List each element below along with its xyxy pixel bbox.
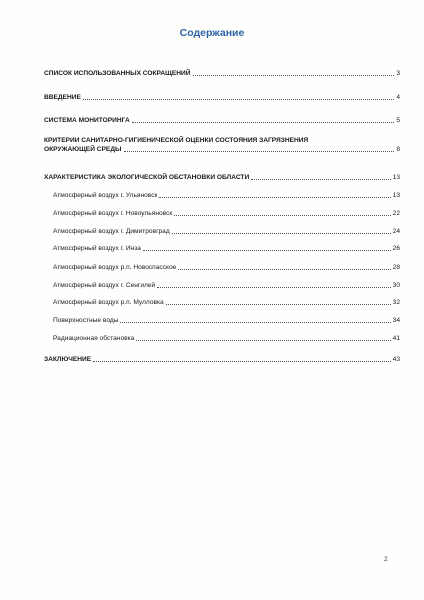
toc-leader-dots xyxy=(157,287,390,288)
toc-entry-label-line2: ОКРУЖАЮЩЕЙ СРЕДЫ xyxy=(44,146,122,153)
toc-leader-dots xyxy=(83,99,394,100)
toc-entry-label: Атмосферный воздух г. Ульяновск xyxy=(53,192,158,199)
toc-entry-page: 41 xyxy=(392,335,400,342)
toc-subentry-surface-water[interactable] xyxy=(53,317,400,325)
toc-entry-label: Радиационная обстановка xyxy=(53,335,135,342)
toc-entry-page: 34 xyxy=(392,317,400,324)
toc-leader-dots xyxy=(93,361,390,362)
toc-entry-label: СПИСОК ИСПОЛЬЗОВАННЫХ СОКРАЩЕНИЙ xyxy=(44,70,191,77)
toc-leader-dots xyxy=(172,233,391,234)
toc-entry-introduction[interactable] xyxy=(44,94,400,102)
toc-entry-page: 24 xyxy=(392,228,400,235)
toc-leader-dots xyxy=(193,75,395,76)
toc-entry-ecology[interactable] xyxy=(44,174,400,182)
page-title: Содержание xyxy=(179,27,245,39)
toc-entry-label-line1: КРИТЕРИИ САНИТАРНО-ГИГИЕНИЧЕСКОЙ ОЦЕНКИ СОСТОЯНИЯ ЗАГРЯЗНЕНИЯ xyxy=(44,137,309,144)
toc-subentry-dimitrovgrad[interactable] xyxy=(53,228,400,236)
toc-leader-dots xyxy=(174,215,390,216)
toc-entry-label: ХАРАКТЕРИСТИКА ЭКОЛОГИЧЕСКОЙ ОБСТАНОВКИ ОБЛАСТИ xyxy=(44,174,250,181)
toc-entry-label: Атмосферный воздух р.п. Новоспасское xyxy=(53,264,177,271)
toc-subentry-mullovka[interactable] xyxy=(53,299,400,307)
toc-entry-page: 13 xyxy=(392,192,400,199)
toc-entry-page: 32 xyxy=(392,299,400,306)
toc-subentry-novospasskoe[interactable] xyxy=(53,264,400,272)
toc-leader-dots xyxy=(166,304,391,305)
toc-leader-dots xyxy=(178,269,390,270)
toc-entry-label: Атмосферный воздух г. Новоульяновск xyxy=(53,210,173,217)
toc-entry-label: ЗАКЛЮЧЕНИЕ xyxy=(44,356,92,363)
toc-leader-dots xyxy=(143,250,391,251)
toc-entry-conclusion[interactable] xyxy=(44,356,400,364)
toc-entry-page: 22 xyxy=(392,210,400,217)
toc-subentry-inza[interactable] xyxy=(53,245,400,253)
toc-leader-dots xyxy=(251,179,390,180)
toc-entry-label: Атмосферный воздух г. Инза xyxy=(53,245,141,252)
toc-entry-page: 26 xyxy=(392,245,400,252)
toc-subentry-novoulyanovsk[interactable] xyxy=(53,210,400,218)
toc-leader-dots xyxy=(120,322,390,323)
toc-subentry-ulyanovsk[interactable] xyxy=(53,192,400,200)
toc-entry-label: СИСТЕМА МОНИТОРИНГА xyxy=(44,117,130,124)
toc-subentry-sengiley[interactable] xyxy=(53,282,400,290)
toc-entry-label: Поверхностные воды xyxy=(53,317,119,324)
toc-entry-abbreviations[interactable] xyxy=(44,70,400,78)
toc-entry-label: Атмосферный воздух г. Димитровград xyxy=(53,228,170,235)
toc-leader-dots xyxy=(124,151,395,152)
toc-entry-page: 30 xyxy=(392,282,400,289)
toc-entry-label: Атмосферный воздух г. Сенгилей xyxy=(53,282,156,289)
toc-subentry-radiation[interactable] xyxy=(53,335,400,343)
toc-entry-page: 13 xyxy=(392,174,400,181)
toc-entry-page: 28 xyxy=(392,264,400,271)
toc-entry-monitoring[interactable] xyxy=(44,117,400,125)
toc-entry-page: 8 xyxy=(396,146,400,153)
toc-leader-dots xyxy=(159,197,390,198)
toc-entry-label: ВВЕДЕНИЕ xyxy=(44,94,81,101)
toc-leader-dots xyxy=(136,340,390,341)
toc-entry-criteria[interactable] xyxy=(44,136,400,154)
toc-entry-page: 3 xyxy=(396,70,400,77)
toc-entry-page: 43 xyxy=(392,356,400,363)
toc-entry-label: Атмосферный воздух р.п. Мулловка xyxy=(53,299,164,306)
toc-entry-page: 4 xyxy=(396,94,400,101)
toc-leader-dots xyxy=(132,122,395,123)
toc-entry-page: 5 xyxy=(396,117,400,124)
page-number: 2 xyxy=(384,556,388,563)
